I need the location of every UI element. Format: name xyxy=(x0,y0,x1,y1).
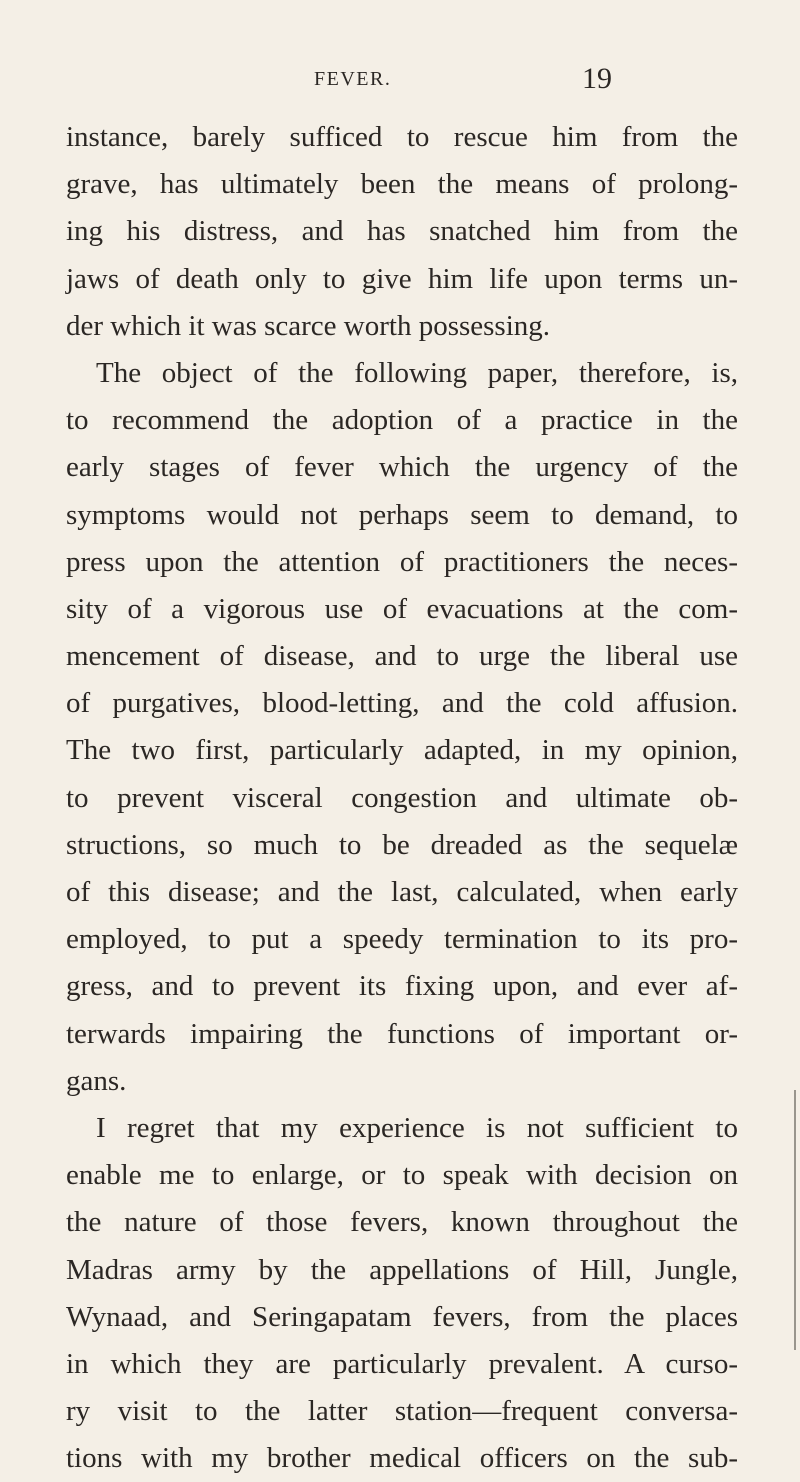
text-line: in which they are particularly prevalent. A curso- xyxy=(66,1347,738,1380)
text-line: structions, so much to be dreaded as the sequelæ xyxy=(66,828,738,861)
text-line: press upon the attention of practitioners the neces- xyxy=(66,545,738,578)
text-line: jaws of death only to give him life upon terms un- xyxy=(66,262,738,295)
text-line: gans. xyxy=(66,1064,127,1097)
text-line: enable me to enlarge, or to speak with decision on xyxy=(66,1159,738,1192)
text-line: der which it was scarce worth possessing. xyxy=(66,309,551,342)
text-line: sity of a vigorous use of evacuations at the com- xyxy=(66,592,738,625)
text-line: ing his distress, and has snatched him from the xyxy=(66,215,738,248)
text-line: of purgatives, blood-letting, and the cold affusion. xyxy=(66,687,738,720)
text-line: to prevent visceral congestion and ultimate ob- xyxy=(66,781,738,814)
text-line: I regret that my experience is not sufficient to xyxy=(96,1111,738,1144)
text-line: Wynaad, and Seringapatam fevers, from the places xyxy=(66,1300,738,1333)
text-line: instance, barely sufficed to rescue him from the xyxy=(66,121,738,153)
text-line: gress, and to prevent its fixing upon, and ever af- xyxy=(66,970,738,1003)
page-edge-shadow xyxy=(794,1090,796,1350)
text-line: early stages of fever which the urgency of the xyxy=(66,451,738,484)
text-line: ry visit to the latter station—frequent conversa- xyxy=(66,1395,738,1428)
text-line: terwards impairing the functions of important or- xyxy=(66,1017,738,1050)
page-number: 19 xyxy=(582,62,612,95)
running-head: FEVER. xyxy=(314,68,392,90)
text-line: grave, has ultimately been the means of prolong- xyxy=(66,168,738,201)
text-line: to recommend the adoption of a practice in the xyxy=(66,404,738,437)
body-text xyxy=(66,114,738,1482)
text-line: The two first, particularly adapted, in my opinion, xyxy=(66,734,738,767)
page-header xyxy=(0,62,800,102)
text-line: of this disease; and the last, calculated, when early xyxy=(66,876,738,908)
text-line: The object of the following paper, therefore, is, xyxy=(96,356,738,389)
text-line: mencement of disease, and to urge the liberal use xyxy=(66,640,738,673)
text-line: Madras army by the appellations of Hill, Jungle, xyxy=(66,1253,738,1286)
text-line: symptoms would not perhaps seem to demand, to xyxy=(66,498,738,531)
text-line: tions with my brother medical officers on the sub- xyxy=(66,1442,738,1475)
text-line: the nature of those fevers, known throughout the xyxy=(66,1206,738,1239)
text-line: employed, to put a speedy termination to its pro- xyxy=(66,923,738,956)
